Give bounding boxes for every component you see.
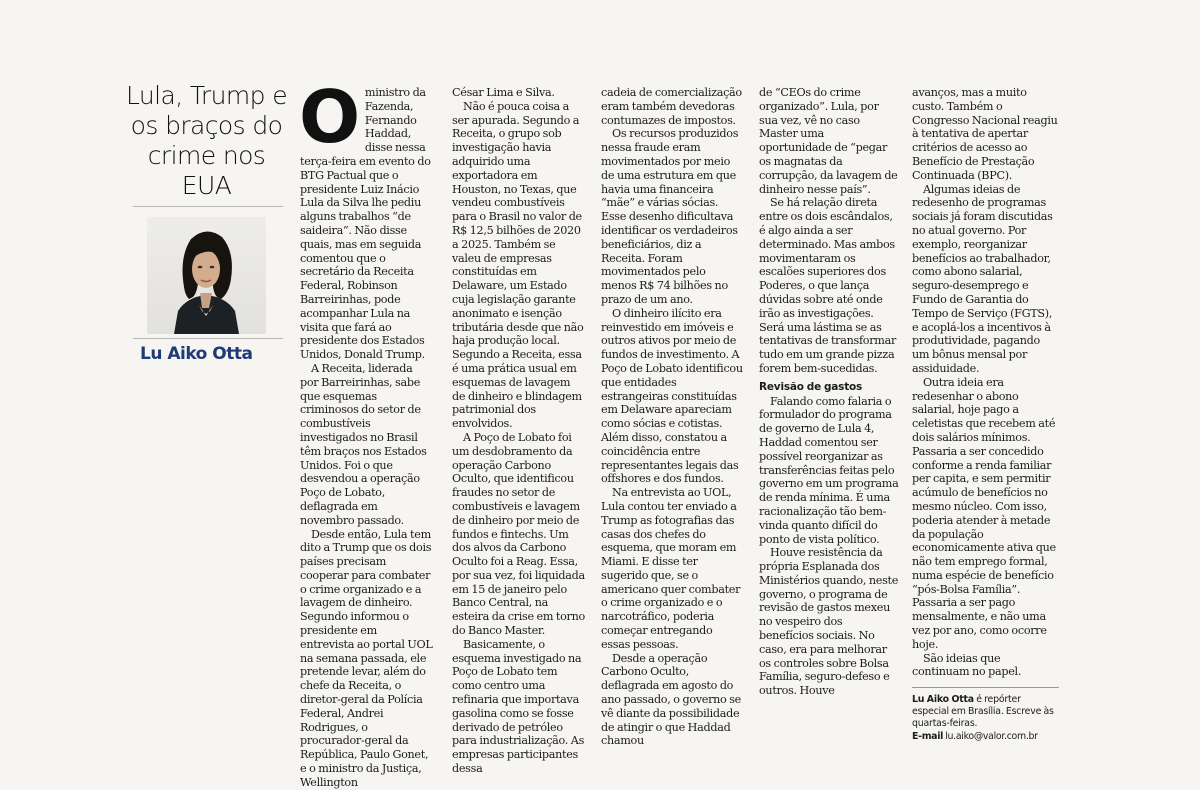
paragraph: Se há relação direta entre os dois escândalos, é algo ainda a ser determinado. Mas ambos movimentaram os escalões superiores dos Poderes, o que lança dúvidas sobre até onde irão as investigações. Será uma lástima se as tentativas de transformar tudo em um grande pizza forem bem-sucedidas. <box>759 196 896 375</box>
text-column-2 <box>452 86 586 776</box>
paragraph: Houve resistência da própria Esplanada dos Ministérios quando, neste governo, o programa de revisão de gastos mexeu no vespeiro dos benefícios sociais. No caso, era para melhorar os controles sobre Bolsa Família, seguro-defeso e outros. Houve <box>759 546 899 698</box>
text-column-3 <box>601 86 743 748</box>
drop-cap: O <box>299 75 360 159</box>
paragraph: A Receita, liderada por Barreirinhas, sabe que esquemas criminosos do setor de combustíveis investigados no Brasil têm braços nos Estados Unidos. Foi o que desvendou a operação Poço de Lobato, deflagrada em novembro passado. <box>300 361 427 527</box>
divider <box>133 338 283 339</box>
author-portrait-illustration <box>147 217 266 334</box>
paragraph: Basicamente, o esquema investigado na Poço de Lobato tem como centro uma refinaria que importava gasolina como se fosse derivado de petróleo para industrialização. As empresas participantes dessa <box>452 637 585 776</box>
paragraph: ministro da Fazenda, Fernando Haddad, disse nessa terça-feira em evento do BTG Pactual que o presidente Luiz Inácio Lula da Silva lhe pediu alguns trabalhos “de saideira”. Não disse quais, mas em seguida comentou que o secretário da Receita Federal, Robinson Barreirinhas, pode acompanhar Lula na visita que fará ao presidente dos Estados Unidos, Donald Trump. <box>300 86 431 362</box>
column-sidebar <box>125 0 290 554</box>
author-photo <box>147 217 266 334</box>
email-address[interactable]: lu.aiko@valor.com.br <box>943 731 1038 743</box>
paragraph: cadeia de comercialização eram também devedoras contumazes de impostos. <box>601 86 742 127</box>
paragraph: avanços, mas a muito custo. Também o Congresso Nacional reagiu à tentativa de apertar critérios de acesso ao Benefício de Prestação Continuada (BPC). <box>912 86 1058 182</box>
paragraph: Falando como falaria o formulador do programa de governo de Lula 4, Haddad comentou ser possível reorganizar as transferências feitas pelo governo em um programa de renda mínima. É uma racionalização tão bem-vinda quanto difícil do ponto de vista político. <box>759 394 899 546</box>
bio-text: é repórter especial em Brasília. Escreve às quartas-feiras. <box>912 694 1054 730</box>
divider <box>133 206 283 207</box>
paragraph: Não é pouca coisa a ser apurada. Segundo a Receita, o grupo sob investigação havia adquirido uma exportadora em Houston, no Texas, que vendeu combustíveis para o Brasil no valor de R$ 12,5 bilhões de 2020 a 2025. Também se valeu de empresas constituídas em Delaware, um Estado cuja legislação garante anonimato e isenção tributária desde que não haja produção local. Segundo a Receita, essa é uma prática usual em esquemas de lavagem de dinheiro e blindagem patrimonial dos envolvidos. <box>452 99 584 431</box>
paragraph: O dinheiro ilícito era reinvestido em imóveis e outros ativos por meio de fundos de investimento. A Poço de Lobato identificou que entidades estrangeiras constituídas em Delaware apareciam como sócias e cotistas. Além disso, constatou a coincidência entre representantes legais das offshores e dos fundos. <box>601 306 743 486</box>
paragraph: Os recursos produzidos nessa fraude eram movimentados por meio de uma estrutura em que havia uma financeira “mãe” e várias sócias. Esse desenho dificultava identificar os verdadeiros beneficiários, diz a Receita. Foram movimentados pelo menos R$ 74 bilhões no prazo de um ano. <box>601 127 739 306</box>
paragraph: Algumas ideias de redesenho de programas sociais já foram discutidas no atual governo. Por exemplo, reorganizar benefícios ao trabalhador, como abono salarial, seguro-desemprego e Fundo de Garantia do Tempo de Serviço (FGTS), e acoplá-los a incentivos à produtividade, pagando um bônus mensal por assiduidade. <box>912 182 1053 375</box>
paragraph: Desde então, Lula tem dito a Trump que os dois países precisam cooperar para combater o crime organizado e a lavagem de dinheiro. Segundo informou o presidente em entrevista ao portal UOL na semana passada, ele pretende levar, além do chefe da Receita, o diretor-geral da Polícia Federal, Andrei Rodrigues, o procurador-geral da República, Paulo Gonet, e o ministro da Justiça, Wellington <box>300 527 433 789</box>
paragraph: Na entrevista ao UOL, Lula contou ter enviado a Trump as fotografias das casas dos chefes do esquema, que moram em Miami. E disse ter sugerido que, se o americano quer combater o crime organizado e o narcotráfico, poderia começar entregando essas pessoas. <box>601 486 741 651</box>
author-name: Lu Aiko Otta <box>140 344 253 364</box>
text-column-4 <box>759 86 899 698</box>
paragraph: Outra ideia era redesenhar o abono salarial, hoje pago a celetistas que recebem até dois salários mínimos. Passaria a ser concedido conforme a renda familiar per capita, e sem permitir acúmulo de benefícios no mesmo núcleo. Com isso, poderia atender à metade da população economicamente ativa que não tem emprego formal, numa espécie de benefício “pós-Bolsa Família”. Passaria a ser pago mensalmente, e não uma vez por ano, como ocorre hoje. <box>912 375 1056 651</box>
section-subheading: Revisão de gastos <box>759 380 863 393</box>
bio-author-name: Lu Aiko Otta <box>912 694 974 706</box>
paragraph: A Poço de Lobato foi um desdobramento da operação Carbono Oculto, que identificou fraudes no setor de combustíveis e lavagem de dinheiro por meio de fundos e fintechs. Um dos alvos da Carbono Oculto foi a Reag. Essa, por sua vez, foi liquidada em 15 de janeiro pelo Banco Central, na esteira da crise em torno do Banco Master. <box>452 430 585 638</box>
paragraph: César Lima e Silva. <box>452 86 555 99</box>
text-column-1 <box>299 75 433 790</box>
paragraph: São ideias que continuam no papel. <box>912 651 1022 679</box>
paragraph: Desde a operação Carbono Oculto, deflagrada em agosto do ano passado, o governo se vê diante da possibilidade de atingir o que Haddad chamou <box>601 651 741 748</box>
text-column-5 <box>912 86 1059 743</box>
email-label: E-mail <box>912 731 944 743</box>
author-email <box>912 730 1059 743</box>
paragraph: de “CEOs do crime organizado”. Lula, por sua vez, vê no caso Master uma oportunidade de “pegar os magnatas da corrupção, da lavagem de dinheiro nesse país”. <box>759 86 898 196</box>
headline: Lula, Trump e os braços do crime nos EUA <box>126 81 287 200</box>
author-bio <box>912 687 1059 730</box>
